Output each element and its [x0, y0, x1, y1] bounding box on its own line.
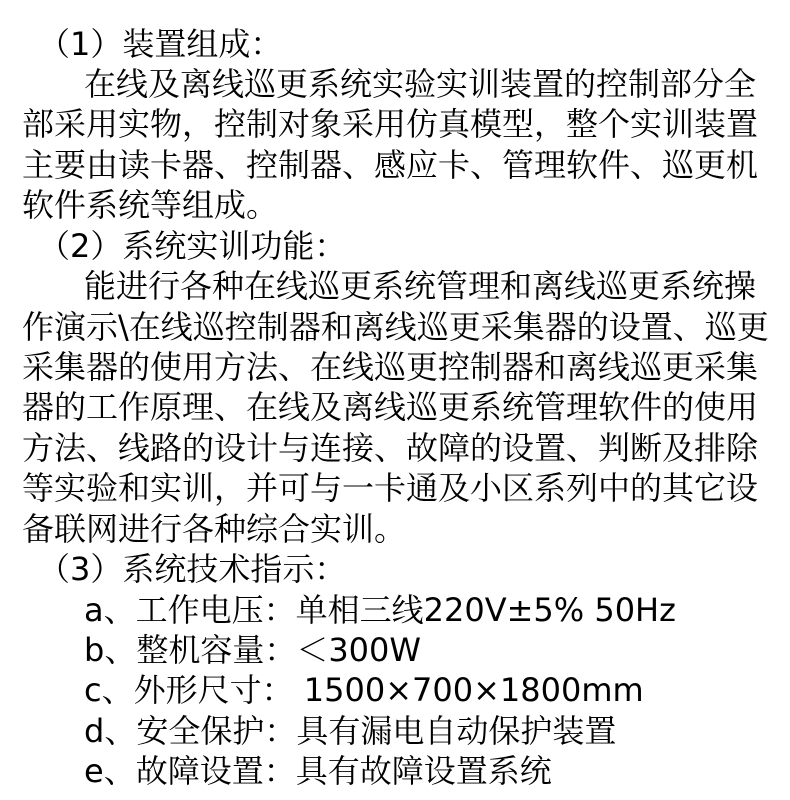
section-1-line-3: 主要由读卡器、控制器、感应卡、管理软件、巡更机 — [22, 146, 759, 184]
spec-item-a: a、工作电压：单相三线220V±5% 50Hz — [84, 591, 676, 629]
section-1-line-2: 部采用实物，控制对象采用仿真模型，整个实训装置 — [22, 105, 759, 143]
section-3-heading: （3）系统技术指示： — [38, 550, 347, 588]
section-1-line-4: 软件系统等组成。 — [22, 186, 279, 224]
section-2-line-6: 等实验和实训，并可与一卡通及小区系列中的其它设 — [22, 469, 759, 507]
section-2-line-7: 备联网进行各种综合实训。 — [22, 510, 407, 548]
section-1-line-1: 在线及离线巡更系统实验实训装置的控制部分全 — [84, 65, 757, 103]
section-2-line-5: 方法、线路的设计与连接、故障的设置、判断及排除 — [22, 429, 759, 467]
spec-item-b: b、整机容量：＜300W — [84, 631, 422, 669]
section-1-heading: （1）装置组成： — [38, 25, 283, 63]
section-2-line-3: 采集器的使用方法、在线巡更控制器和离线巡更采集 — [22, 348, 759, 386]
spec-item-d: d、安全保护：具有漏电自动保护装置 — [84, 712, 617, 750]
section-2-line-2: 作演示\在线巡控制器和离线巡更采集器的设置、巡更 — [22, 308, 769, 346]
section-2-line-4: 器的工作原理、在线及离线巡更系统管理软件的使用 — [22, 388, 759, 426]
section-2-heading: （2）系统实训功能： — [38, 227, 347, 265]
section-2-line-1: 能进行各种在线巡更系统管理和离线巡更系统操 — [84, 267, 757, 305]
spec-item-e: e、故障设置：具有故障设置系统 — [84, 752, 552, 790]
spec-item-c: c、外形尺寸： 1500×700×1800mm — [84, 671, 644, 709]
